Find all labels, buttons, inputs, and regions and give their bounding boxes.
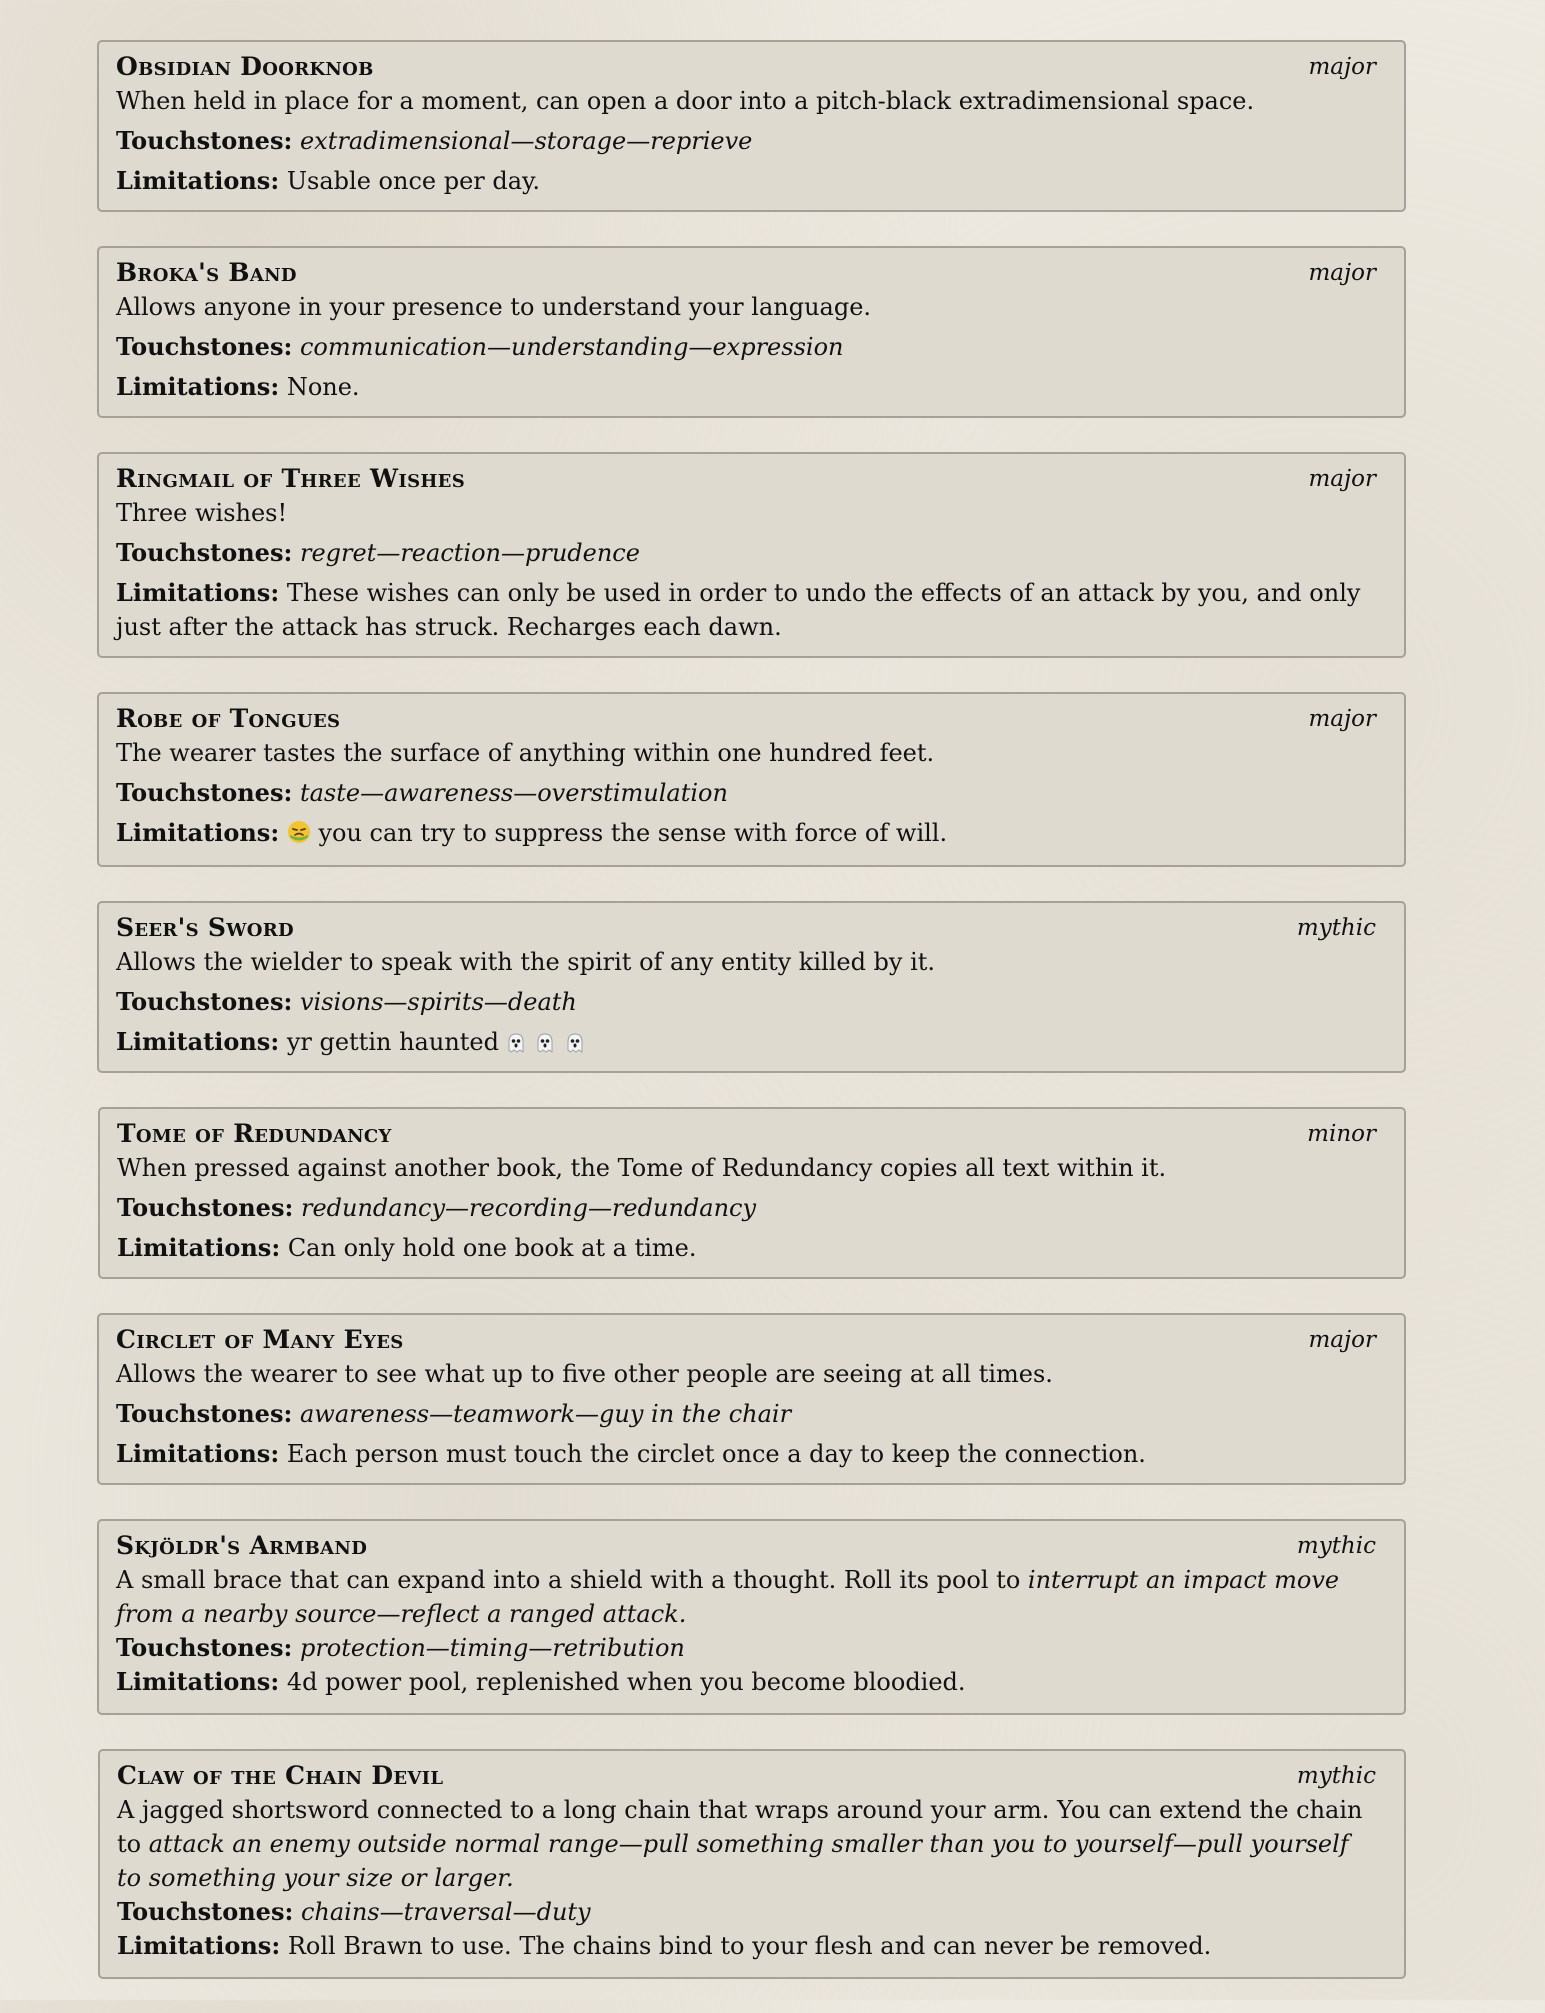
item-touchstones	[116, 124, 1376, 158]
item-limitations	[116, 1025, 1376, 1059]
item-card-ringmail-of-three-wishes	[97, 452, 1406, 658]
limitations-value: Roll Brawn to use. The chains bind to your flesh and can never be removed.	[287, 1932, 1212, 1960]
description-italic-text: interrupt an impact move from a nearby source—reflect a ranged attack.	[116, 1566, 1340, 1628]
item-card-skjoldrs-armband	[97, 1519, 1406, 1715]
limitations-label: Limitations:	[116, 372, 280, 401]
touchstones-value: communication—understanding—expression	[299, 333, 844, 361]
limitations-value: These wishes can only be used in order to undo the effects of an attack by you, and only just after the attack has struck. Recharges each dawn.	[116, 579, 1361, 641]
item-touchstones	[117, 1191, 1376, 1225]
limitations-label: Limitations:	[116, 166, 280, 195]
item-header	[116, 462, 1376, 496]
item-limitations	[116, 816, 1376, 853]
description-text: When pressed against another book, the Tome of Redundancy copies all text within it.	[117, 1154, 1167, 1182]
ghost-icon	[507, 1029, 525, 1051]
ghost-icon	[566, 1029, 584, 1051]
item-header	[116, 256, 1376, 290]
description-text: Allows anyone in your presence to understand your language.	[116, 293, 872, 321]
item-description	[117, 1793, 1376, 1895]
limitations-label: Limitations:	[116, 1027, 280, 1056]
item-card-seers-sword	[97, 901, 1406, 1073]
item-tier: minor	[1307, 1121, 1376, 1147]
touchstones-label: Touchstones:	[116, 987, 293, 1016]
item-touchstones	[116, 536, 1376, 570]
item-header	[116, 911, 1376, 945]
limitations-value: yr gettin haunted	[286, 1028, 499, 1056]
touchstones-label: Touchstones:	[117, 1897, 294, 1926]
item-limitations	[116, 1437, 1376, 1471]
item-name: Seer's Sword	[116, 913, 294, 942]
description-text: Allows the wielder to speak with the spirit of any entity killed by it.	[116, 948, 936, 976]
item-touchstones	[117, 1895, 1376, 1929]
item-list	[97, 40, 1406, 2013]
touchstones-value: visions—spirits—death	[299, 988, 577, 1016]
item-description	[116, 736, 1376, 770]
limitations-label: Limitations:	[116, 1667, 280, 1696]
item-card-obsidian-doorknob	[97, 40, 1406, 212]
limitations-label: Limitations:	[116, 1439, 280, 1468]
item-tier: mythic	[1296, 1533, 1376, 1559]
item-tier: major	[1308, 260, 1376, 286]
touchstones-label: Touchstones:	[116, 332, 293, 361]
item-tier: major	[1308, 1327, 1376, 1353]
touchstones-value: extradimensional—storage—reprieve	[299, 127, 753, 155]
touchstones-value: chains—traversal—duty	[300, 1898, 591, 1926]
description-text: Three wishes!	[116, 499, 288, 527]
description-text: Allows the wearer to see what up to five other people are seeing at all times.	[116, 1360, 1053, 1388]
item-name: Skjöldr's Armband	[116, 1531, 368, 1560]
limitations-value: 4d power pool, replenished when you become bloodied.	[286, 1668, 966, 1696]
item-header	[116, 1529, 1376, 1563]
item-card-claw-of-the-chain-devil	[98, 1749, 1406, 1979]
limitations-value: you can try to suppress the sense with force of will.	[318, 819, 948, 847]
item-touchstones	[116, 1397, 1376, 1431]
item-card-robe-of-tongues	[97, 692, 1406, 867]
item-card-brokas-band	[97, 246, 1406, 418]
item-name: Broka's Band	[116, 258, 297, 287]
item-name: Tome of Redundancy	[117, 1119, 392, 1148]
touchstones-value: awareness—teamwork—guy in the chair	[299, 1400, 792, 1428]
item-name: Claw of the Chain Devil	[117, 1761, 444, 1790]
item-touchstones	[116, 330, 1376, 364]
item-tier: major	[1308, 54, 1376, 80]
touchstones-label: Touchstones:	[116, 126, 293, 155]
limitations-label: Limitations:	[116, 818, 280, 847]
touchstones-value: taste—awareness—overstimulation	[299, 779, 728, 807]
item-description	[116, 496, 1376, 530]
item-header	[117, 1117, 1376, 1151]
item-description	[116, 945, 1376, 979]
ghost-icons	[507, 1028, 588, 1056]
item-tier: mythic	[1296, 915, 1376, 941]
item-touchstones	[116, 985, 1376, 1019]
touchstones-label: Touchstones:	[116, 778, 293, 807]
nauseated-face-icon	[287, 819, 311, 853]
description-text: A small brace that can expand into a shield with a thought. Roll its pool to	[116, 1566, 1021, 1594]
touchstones-value: redundancy—recording—redundancy	[300, 1194, 757, 1222]
item-touchstones	[116, 776, 1376, 810]
item-tier: major	[1308, 706, 1376, 732]
description-text: When held in place for a moment, can open a door into a pitch-black extradimensional space.	[116, 87, 1255, 115]
item-limitations	[117, 1231, 1376, 1265]
item-tier: mythic	[1296, 1763, 1376, 1789]
item-description	[117, 1151, 1376, 1185]
touchstones-label: Touchstones:	[117, 1193, 294, 1222]
ghost-icon	[536, 1029, 554, 1051]
item-limitations	[117, 1929, 1376, 1963]
description-text: A jagged shortsword connected to a long chain that wraps around your arm. You can extend the chain to	[117, 1796, 1363, 1858]
item-description	[116, 1563, 1376, 1631]
item-name: Ringmail of Three Wishes	[116, 464, 465, 493]
touchstones-label: Touchstones:	[116, 1633, 293, 1662]
item-description	[116, 290, 1376, 324]
item-limitations	[116, 1665, 1376, 1699]
item-name: Obsidian Doorknob	[116, 52, 374, 81]
limitations-label: Limitations:	[117, 1931, 281, 1960]
touchstones-value: regret—reaction—prudence	[299, 539, 640, 567]
item-tier: major	[1308, 466, 1376, 492]
limitations-value: Usable once per day.	[286, 167, 541, 195]
description-text: The wearer tastes the surface of anything within one hundred feet.	[116, 739, 935, 767]
item-card-circlet-of-many-eyes	[97, 1313, 1406, 1485]
item-touchstones	[116, 1631, 1376, 1665]
limitations-label: Limitations:	[116, 578, 280, 607]
item-card-tome-of-redundancy	[98, 1107, 1406, 1279]
limitations-value: Each person must touch the circlet once a day to keep the connection.	[286, 1440, 1146, 1468]
item-name: Robe of Tongues	[116, 704, 341, 733]
touchstones-value: protection—timing—retribution	[299, 1634, 685, 1662]
item-limitations	[116, 576, 1376, 644]
limitations-value: Can only hold one book at a time.	[287, 1234, 697, 1262]
item-header	[116, 1323, 1376, 1357]
item-header	[117, 1759, 1376, 1793]
item-description	[116, 84, 1376, 118]
item-header	[116, 702, 1376, 736]
description-italic-text: attack an enemy outside normal range—pull something smaller than you to yourself—pull yourself to something your size or larger.	[117, 1830, 1349, 1892]
item-header	[116, 50, 1376, 84]
item-limitations	[116, 164, 1376, 198]
item-name: Circlet of Many Eyes	[116, 1325, 404, 1354]
limitations-label: Limitations:	[117, 1233, 281, 1262]
item-limitations	[116, 370, 1376, 404]
item-description	[116, 1357, 1376, 1391]
touchstones-label: Touchstones:	[116, 1399, 293, 1428]
touchstones-label: Touchstones:	[116, 538, 293, 567]
limitations-value: None.	[286, 373, 360, 401]
